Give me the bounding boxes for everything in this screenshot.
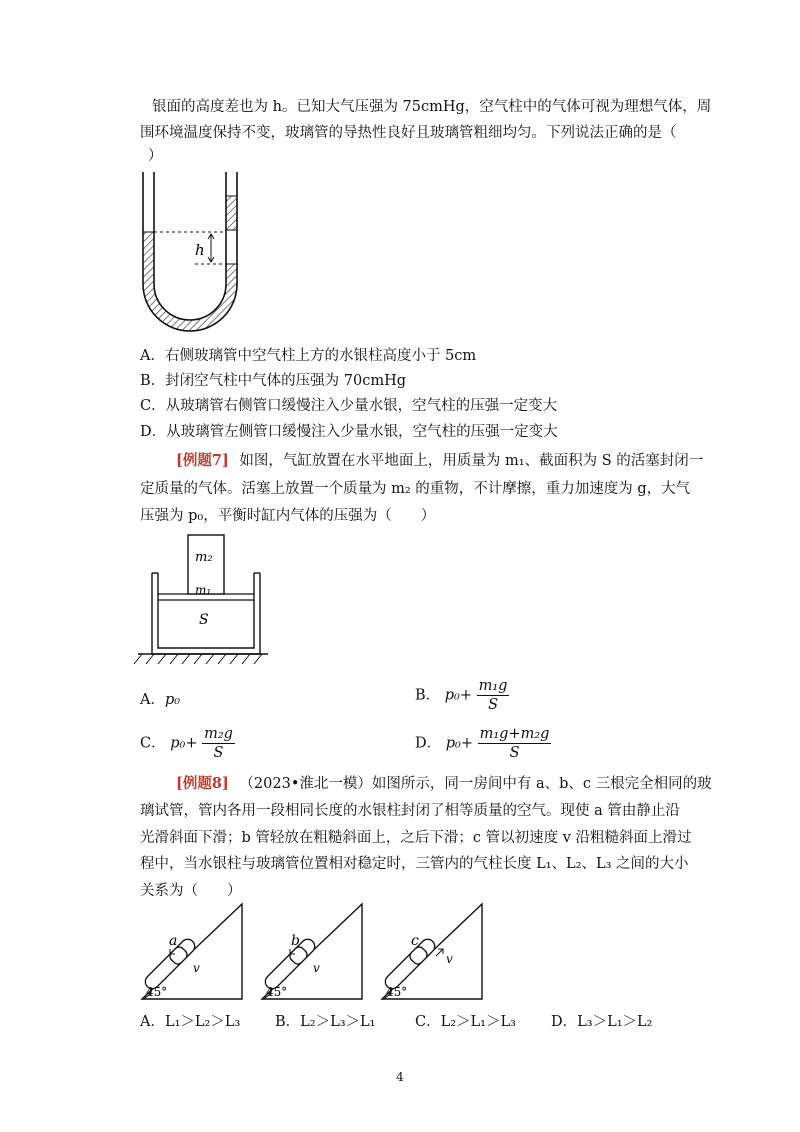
q6-text-line1: 银面的高度差也为 h。已知大气压强为 75cmHg，空气柱中的气体可视为理想气体，周 [152,99,712,115]
tube-c-velocity: v [446,952,453,966]
q7-option-d [415,725,551,762]
q8-option-b: B．L₂＞L₃＞L₁ [275,1014,376,1030]
h-label: h [195,241,205,259]
q8-option-d: D．L₃＞L₁＞L₂ [551,1014,653,1030]
q8-option-c: C．L₂＞L₁＞L₃ [415,1014,516,1030]
q7-option-d-letter: D． [415,735,442,752]
q7-text-line1 [176,451,703,471]
q7-option-a [140,690,180,710]
tube-c-label: c [411,933,419,949]
q6-text-line2: 围环境温度保持不变，玻璃管的导热性良好且玻璃管粗细均匀。下列说法正确的是（ [140,125,677,141]
q7-label: [例题7] [176,452,229,469]
q7-option-b [415,677,509,714]
q8-text-line3: 光滑斜面下滑；b 管轻放在粗糙斜面上，之后下滑；c 管以初速度 v 沿粗糙斜面上滑过 [140,830,692,846]
cylinder-figure [138,533,273,668]
page-number: 4 [396,1070,404,1084]
q7-option-d-den: S [509,745,520,761]
m2-label: m₂ [195,550,213,565]
incline-figure-c [380,902,490,1007]
q8-text-line2: 璃试管，管内各用一段相同长度的水银柱封闭了相等质量的空气。现使 a 管由静止沿 [140,803,680,819]
q7-option-c-fraction [202,725,235,762]
tube-b-label: b [291,933,300,949]
q8-line1: （2023•淮北一模）如图所示，同一房间中有 a、b、c 三根完全相同的玻 [239,776,712,792]
tube-a-label: a [169,933,178,949]
tube-b-velocity: v [313,961,320,975]
q7-option-b-den: S [488,697,499,713]
q6-text-line3: ） [148,148,163,164]
s-label: S [199,612,209,628]
u-tube-figure [135,172,245,342]
q7-option-c-den: S [213,745,224,761]
q7-option-a-letter: A． [140,692,165,708]
q7-line1: 如图，气缸放置在水平地面上，用质量为 m₁、截面积为 S 的活塞封闭一 [239,453,704,469]
incline-figure-b [260,902,370,1007]
q7-option-b-pre: p₀+ [444,687,473,704]
q8-text-line1 [176,774,712,794]
q7-option-b-num: m₁g [478,678,508,694]
q8-text-line4: 程中，当水银柱与玻璃管位置相对稳定时，三管内的气柱长度 L₁、L₂、L₃ 之间的大小 [140,856,689,872]
tube-c-angle: 45° [386,985,408,999]
q7-text-line3: 压强为 p₀，平衡时缸内气体的压强为（ ） [140,508,436,524]
incline-figure-a [140,902,250,1007]
q7-text-line2: 定质量的气体。活塞上放置一个质量为 m₂ 的重物，不计摩擦，重力加速度为 g，大气 [140,481,691,497]
q8-label: [例题8] [176,775,229,792]
q7-option-c-pre: p₀+ [170,735,198,752]
q7-option-d-fraction [478,725,552,762]
q7-option-c-num: m₂g [204,726,233,742]
q7-option-c-letter: C． [140,735,166,752]
tube-a-velocity: v [193,961,200,975]
m1-label: m₁ [195,583,212,597]
q7-option-b-letter: B． [415,687,441,704]
q6-option-d: D．从玻璃管左侧管口缓慢注入少量水银，空气柱的压强一定变大 [140,424,558,440]
q6-option-b: B．封闭空气柱中气体的压强为 70cmHg [140,373,407,389]
q6-option-a: A．右侧玻璃管中空气柱上方的水银柱高度小于 5cm [140,348,477,364]
q7-option-b-fraction [477,677,510,714]
q6-option-c: C．从玻璃管右侧管口缓慢注入少量水银，空气柱的压强一定变大 [140,398,558,414]
q8-option-a: A．L₁＞L₂＞L₃ [140,1014,241,1030]
q7-option-d-num: m₁g+m₂g [479,726,550,742]
tube-a-angle: 45° [146,985,168,999]
q7-option-c [140,725,235,762]
q7-option-a-value: p₀ [164,692,181,708]
q7-option-d-pre: p₀+ [445,735,473,752]
tube-b-angle: 45° [266,985,288,999]
q8-text-line5: 关系为（ ） [140,883,242,899]
